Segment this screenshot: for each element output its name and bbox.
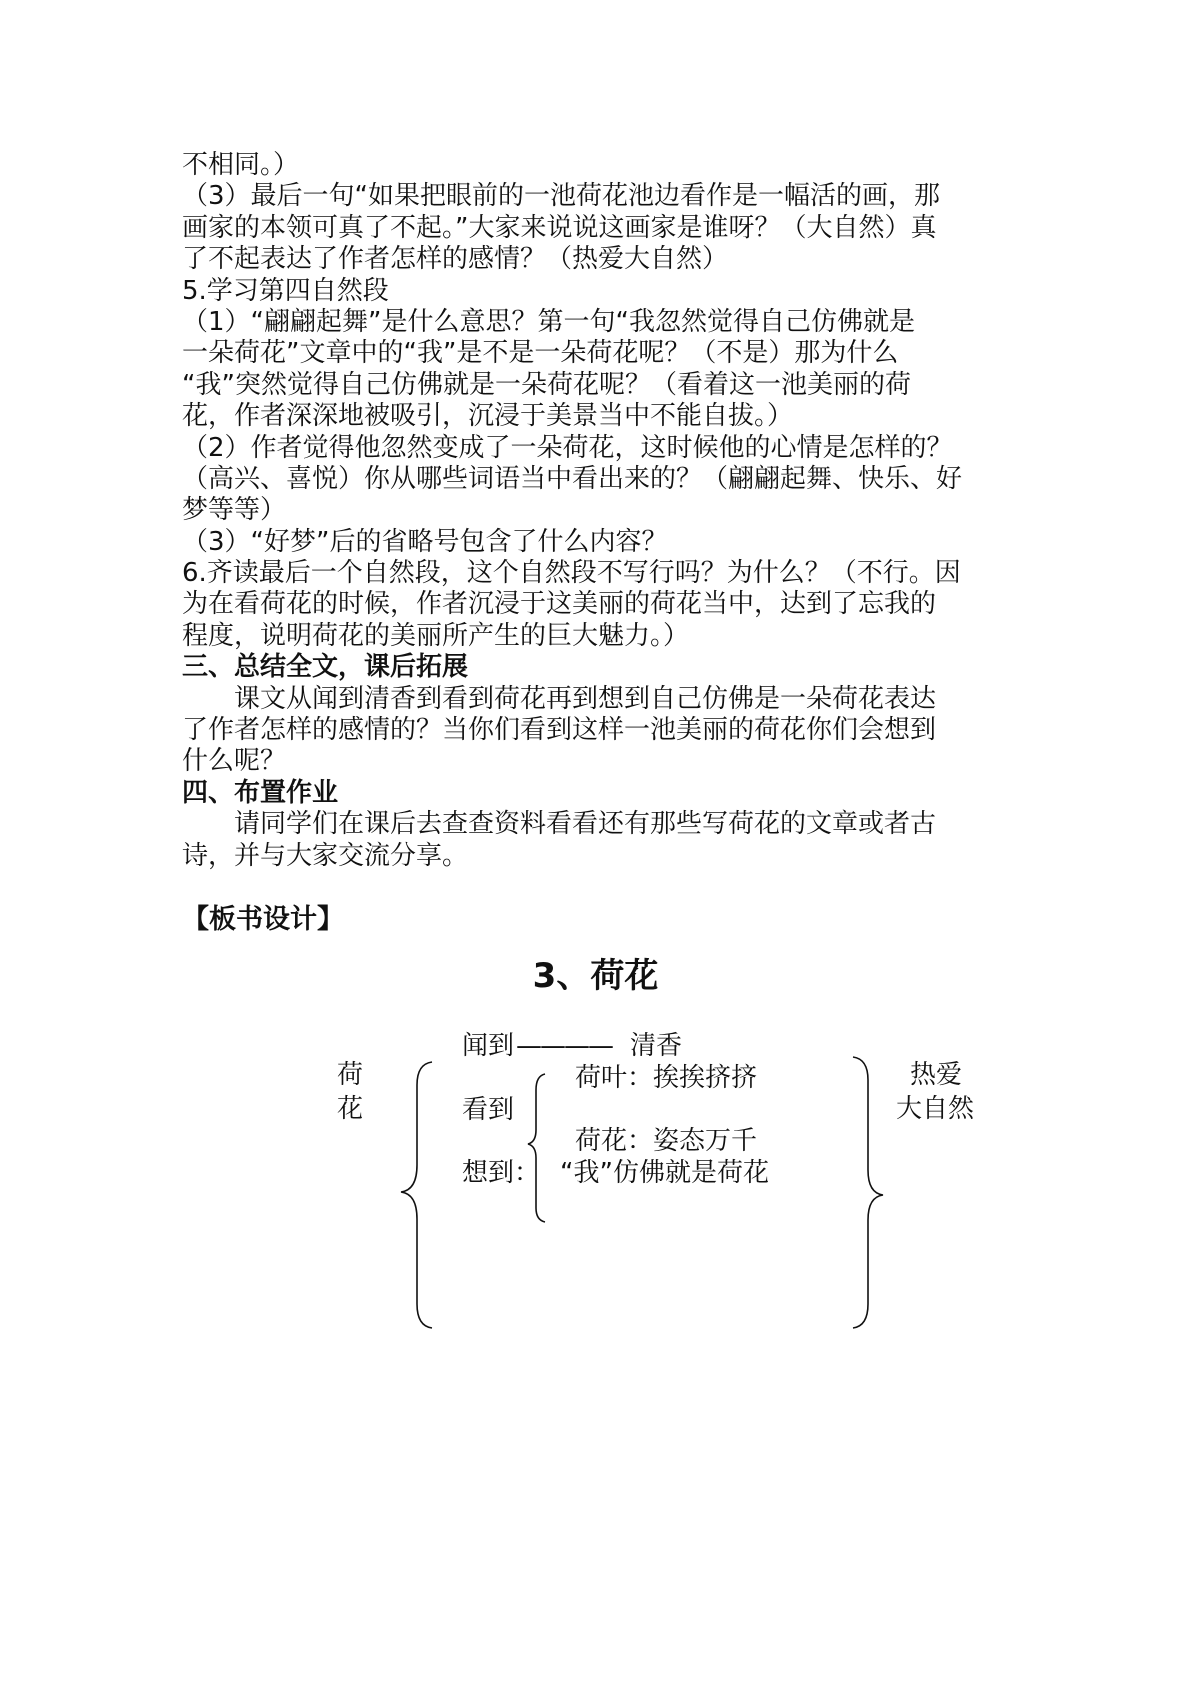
right-label-nature: 大自然: [896, 1094, 975, 1124]
text-line: 了作者怎样的感情的？当你们看到这样一池美丽的荷花你们会想到: [182, 715, 937, 746]
flower-item: 荷花：姿态万千: [575, 1126, 758, 1156]
text-line: 为在看荷花的时候，作者沉浸于这美丽的荷花当中，达到了忘我的: [182, 589, 937, 620]
text-line: 画家的本领可真了不起。”大家来说说这画家是谁呀？（大自然）真: [182, 212, 937, 243]
leaf-item: 荷叶：挨挨挤挤: [575, 1063, 758, 1093]
text-line: 花，作者深深地被吸引，沉浸于美景当中不能自拔。）: [182, 401, 794, 432]
text-line: （3）“好梦”后的省略号包含了什么内容？: [182, 526, 668, 557]
board-design-heading: 【板书设计】: [182, 904, 344, 935]
text-line: （高兴、喜悦）你从哪些词语当中看出来的？（翩翩起舞、快乐、好: [182, 463, 963, 494]
text-line: 一朵荷花”文章中的“我”是不是一朵荷花呢？（不是）那为什么: [182, 338, 899, 369]
left-label-lotus-1: 荷: [337, 1060, 364, 1090]
lesson-title: 3、荷花: [532, 956, 659, 996]
text-line: （1）“翩翩起舞”是什么意思？第一句“我忽然觉得自己仿佛就是: [182, 306, 915, 337]
text-line: 了不起表达了作者怎样的感情？（热爱大自然）: [182, 244, 729, 275]
text-line: 不相同。）: [182, 150, 300, 180]
left-brace: [401, 1062, 432, 1328]
text-line: 诗，并与大家交流分享。: [182, 840, 469, 871]
text-line: （2）作者觉得他忽然变成了一朵荷花，这时候他的心情是怎样的？: [182, 432, 953, 463]
text-line: 什么呢？: [182, 746, 287, 777]
section-heading: 三、总结全文，课后拓展: [182, 652, 469, 683]
text-line: 课文从闻到清香到看到荷花再到想到自己仿佛是一朵荷花表达: [234, 683, 937, 714]
think-value: “我”仿佛就是荷花: [560, 1158, 769, 1188]
left-label-lotus-2: 花: [337, 1094, 364, 1124]
smell-label: 闻到: [462, 1031, 515, 1061]
text-line: 梦等等）: [182, 495, 287, 526]
inner-brace: [528, 1074, 545, 1222]
text-line: （3）最后一句“如果把眼前的一池荷花池边看作是一幅活的画，那: [182, 181, 941, 212]
see-label: 看到: [462, 1095, 515, 1125]
smell-value: 清香: [630, 1031, 683, 1061]
right-label-love: 热爱: [910, 1060, 963, 1090]
text-line: 6.齐读最后一个自然段，这个自然段不写行吗？为什么？（不行。因: [182, 558, 961, 589]
text-line: 请同学们在课后去查查资料看看还有那些写荷花的文章或者古: [234, 809, 937, 840]
text-line: 5.学习第四自然段: [182, 275, 389, 306]
text-line: “我”突然觉得自己仿佛就是一朵荷花呢？（看着这一池美丽的荷: [182, 369, 911, 400]
text-line: 程度，说明荷花的美丽所产生的巨大魅力。）: [182, 620, 690, 651]
think-label: 想到：: [462, 1158, 541, 1188]
section-heading: 四、布置作业: [182, 777, 339, 808]
smell-dash: ————: [516, 1031, 612, 1061]
right-brace: [853, 1057, 883, 1328]
